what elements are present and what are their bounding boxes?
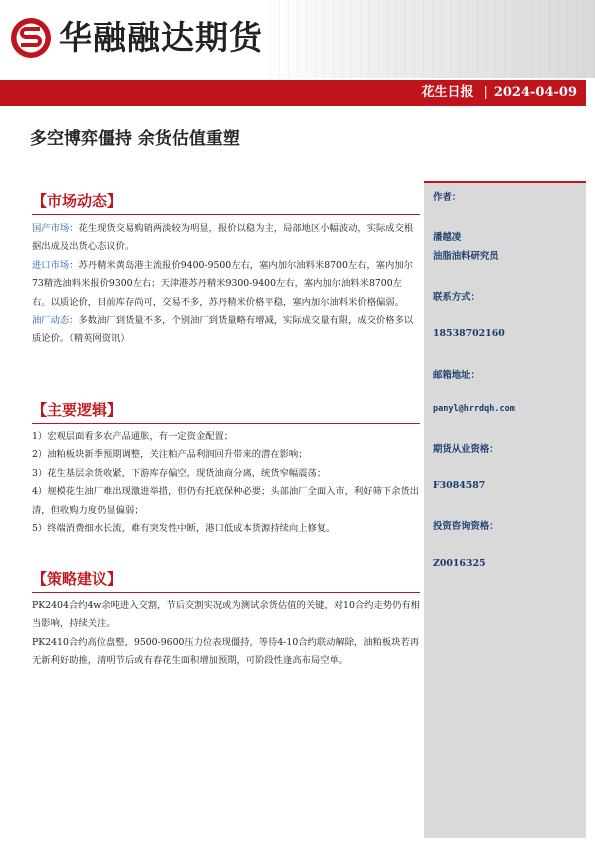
futures-cert-label: 期货从业资格：: [433, 444, 499, 455]
logic-item: 4）规模花生油厂难出现激进举措，但仍有托底保种必要；头部油厂全面入市，利好筛下余货出清，但收购力度仍显偏弱；: [32, 486, 420, 516]
logic-item: 3）花生基层余货收紧，下游库存偏空，现货油商分离，统货窄幅震荡；: [32, 467, 327, 479]
author-label: 作者：: [433, 192, 462, 203]
label-import: 进口市场：: [32, 259, 79, 271]
report-type: 花生日报: [421, 85, 474, 100]
section-strategy-title: 【策略建议】: [32, 570, 123, 588]
strategy-content: [32, 597, 420, 671]
email-address[interactable]: panyl@hrrdqh.com: [433, 404, 515, 414]
market-content: [32, 220, 420, 349]
text-import: 苏丹精米黄岛港主流报价9400-9500左右，塞内加尔油料米8700左右，塞内加尔73精选油料米报价9300左右；天津港苏丹精米9300-9400左右，塞内加尔油料米8700左右。以质论价，目前库存尚可，交易不多，苏丹精米价格平稳，塞内加尔油料米价格偏弱。: [32, 259, 413, 308]
section-market-heading: [32, 188, 420, 215]
logic-item: 5）终端消费细水长流，难有突发性中断，港口低成本货源持续向上修复。: [32, 523, 336, 535]
text-oil-mill: 多数油厂到货量不多，个别油厂到货量略有增减，实际成交量有限，成交价格多以质论价。（精英网资讯）: [32, 315, 414, 345]
email-label: 邮箱地址：: [433, 370, 480, 381]
strategy-paragraph: PK2410合约高位盘整，9500-9600压力位表现僵持，等待4-10合约联动解除，油粕板块若再无新利好助推，清明节后或有春花生面积增加预期，可阶段性逢高布局空单。: [32, 636, 420, 667]
page-title: 多空博弈僵持 余货估值重塑: [30, 129, 240, 149]
section-logic-title: 【主要逻辑】: [32, 401, 123, 419]
author-title: 油脂油料研究员: [433, 251, 499, 262]
market-paragraph-oil-mill: [32, 312, 420, 349]
label-domestic: 国产市场：: [32, 223, 79, 234]
strategy-paragraph: PK2404合约4w余吨进入交割，节后交割实况或为测试余货估值的关键，对10合约走势仍有相当影响，持续关注。: [32, 600, 420, 630]
report-date: 2024-04-09: [493, 85, 577, 100]
invest-cert-label: 投资咨询资格：: [433, 521, 499, 532]
logic-item: 2）油粕板块新季预期调整，关注粕产品利润回升带来的潜在影响；: [32, 449, 308, 461]
label-oil-mill: 油厂动态：: [32, 315, 79, 327]
sidebar-top-line: [424, 181, 586, 183]
section-strategy-heading: [32, 566, 420, 593]
meta-separator: |: [483, 85, 488, 100]
header-decoration: [270, 0, 595, 78]
brand-name: 华融融达期货: [59, 18, 263, 57]
text-domestic: 花生现货交易购销两淡较为明显，报价以稳为主，局部地区小幅波动，实际成交根据出成及出货心态议价。: [32, 223, 414, 253]
author-name: 潘越凌: [433, 232, 462, 243]
report-meta: [421, 80, 577, 106]
invest-cert-number: Z0016325: [433, 558, 486, 569]
logic-content: [32, 428, 420, 538]
futures-cert-number: F3084587: [433, 480, 486, 491]
section-market-title: 【市场动态】: [32, 192, 123, 210]
phone-number: 18538702160: [433, 328, 505, 339]
market-paragraph-import: [32, 257, 420, 312]
author-sidebar: [424, 182, 586, 838]
company-logo-icon: [9, 16, 53, 60]
contact-label: 联系方式：: [433, 292, 480, 303]
market-paragraph-domestic: [32, 220, 420, 257]
section-logic-heading: [32, 397, 420, 424]
logic-item: 1）宏观层面看多农产品通胀，有一定资金配置；: [32, 431, 234, 442]
